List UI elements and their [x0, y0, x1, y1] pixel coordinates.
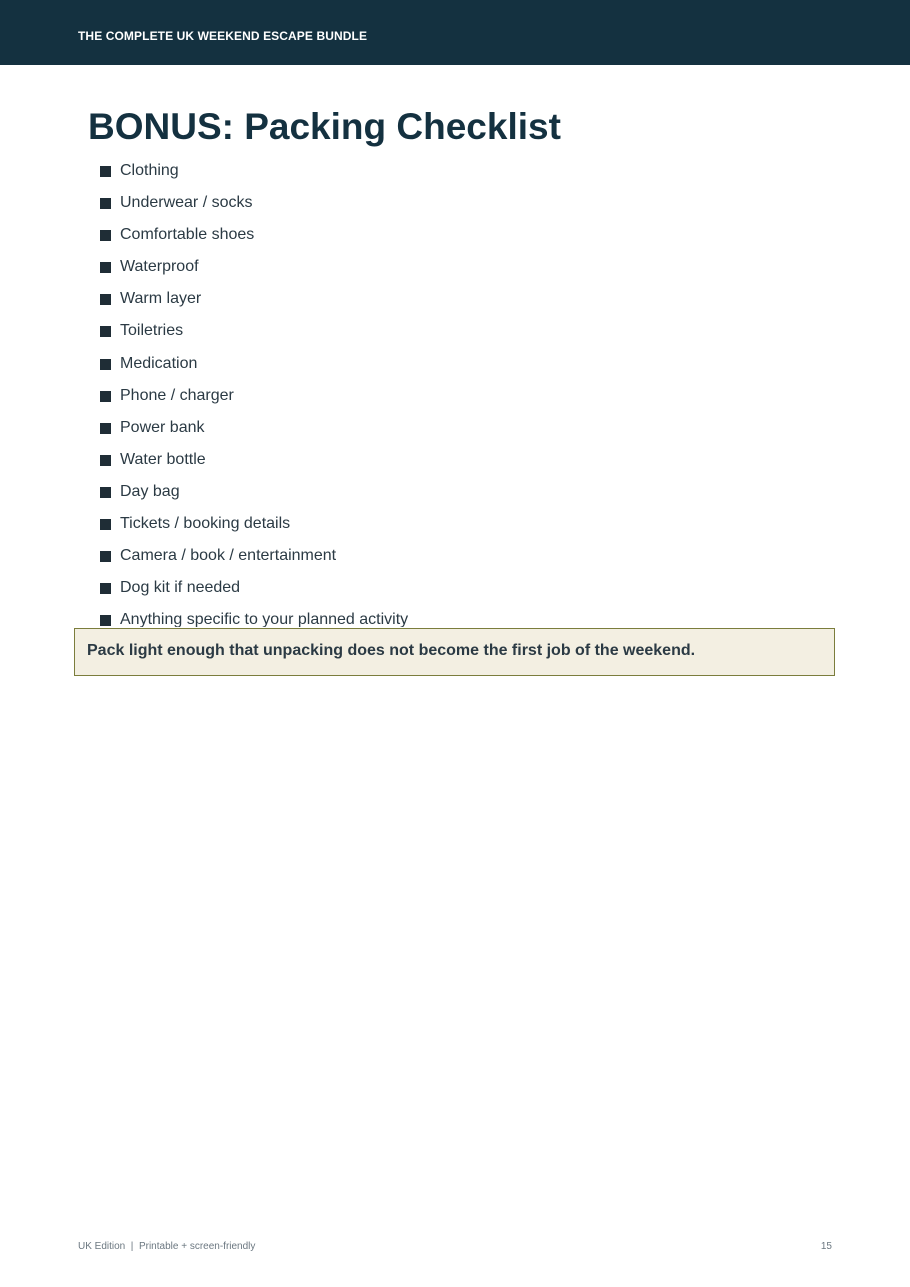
checklist-item-label: Comfortable shoes [120, 226, 255, 244]
footer-edition: UK Edition | Printable + screen-friendly [78, 1241, 256, 1252]
checkbox-icon[interactable] [100, 262, 111, 273]
checklist-item[interactable] [100, 513, 800, 545]
checkbox-icon[interactable] [100, 615, 111, 626]
checklist-item-label: Underwear / socks [120, 194, 253, 212]
checklist-item-label: Waterproof [120, 258, 199, 276]
checkbox-icon[interactable] [100, 487, 111, 498]
checkbox-icon[interactable] [100, 230, 111, 241]
checklist-item[interactable] [100, 545, 800, 577]
checklist-item-label: Clothing [120, 162, 179, 179]
checklist-item-label: Phone / charger [120, 386, 234, 404]
checkbox-icon[interactable] [100, 519, 111, 530]
checklist-item[interactable] [100, 577, 800, 609]
packing-checklist [100, 160, 800, 627]
checklist-item[interactable] [100, 353, 800, 385]
checklist-item-label: Camera / book / entertainment [120, 547, 337, 565]
checkbox-icon[interactable] [100, 583, 111, 594]
checkbox-icon[interactable] [100, 551, 111, 562]
page-number: 15 [820, 1241, 832, 1252]
checkbox-icon[interactable] [100, 423, 111, 434]
checkbox-icon[interactable] [100, 455, 111, 466]
checklist-item-label: Day bag [120, 482, 180, 500]
checklist-item[interactable] [100, 320, 800, 352]
checklist-item-label: Anything specific to your planned activity [120, 611, 409, 627]
checkbox-icon[interactable] [100, 166, 111, 177]
checklist-item-label: Toiletries [120, 322, 184, 340]
checklist-item[interactable] [100, 481, 800, 513]
tip-callout [74, 628, 835, 676]
checklist-item-label: Water bottle [120, 450, 206, 468]
checkbox-icon[interactable] [100, 294, 111, 305]
checklist-item-label: Tickets / booking details [120, 515, 291, 533]
checkbox-icon[interactable] [100, 359, 111, 370]
checklist-item[interactable] [100, 160, 800, 192]
checkbox-icon[interactable] [100, 326, 111, 337]
checklist-item[interactable] [100, 417, 800, 449]
checklist-item[interactable] [100, 449, 800, 481]
checklist-item[interactable] [100, 609, 800, 627]
checklist-item[interactable] [100, 192, 800, 224]
checklist-item-label: Warm layer [120, 290, 202, 308]
checklist-item[interactable] [100, 385, 800, 417]
checklist-item-label: Dog kit if needed [120, 579, 241, 597]
checklist-item-label: Power bank [120, 418, 205, 436]
checklist-item-label: Medication [120, 354, 198, 372]
header-bar [0, 0, 910, 65]
checkbox-icon[interactable] [100, 391, 111, 402]
tip-text: Pack light enough that unpacking does not become the first job of the weekend. [87, 642, 696, 659]
checkbox-icon[interactable] [100, 198, 111, 209]
bundle-title: THE COMPLETE UK WEEKEND ESCAPE BUNDLE [78, 29, 368, 43]
checklist-item[interactable] [100, 256, 800, 288]
checklist-item[interactable] [100, 288, 800, 320]
page-title: BONUS: Packing Checklist [88, 106, 561, 147]
checklist-item[interactable] [100, 224, 800, 256]
